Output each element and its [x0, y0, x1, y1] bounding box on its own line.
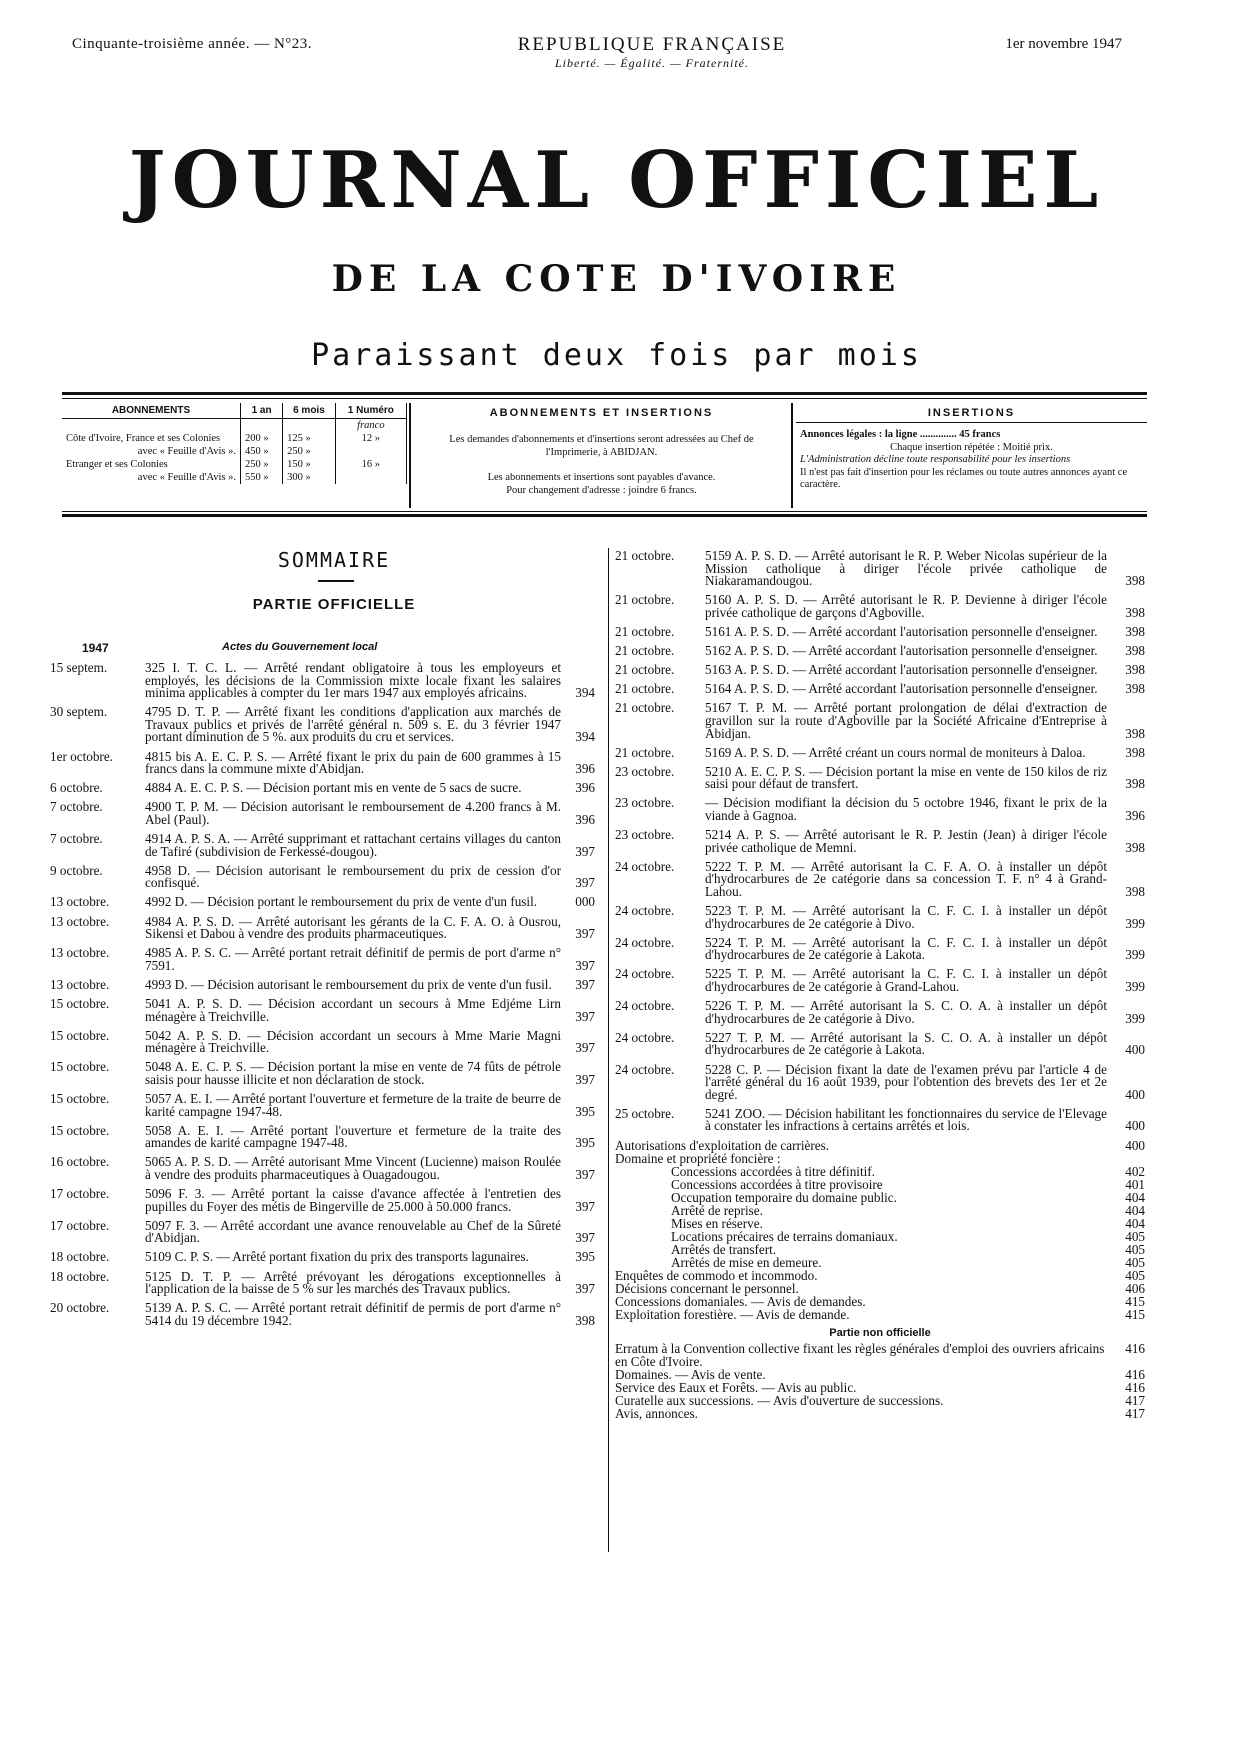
entry-page: 397: [575, 1008, 595, 1024]
rates-cell: 125 »: [283, 432, 336, 445]
entry-page: 398: [1125, 725, 1145, 741]
entry-page: 417: [1125, 1393, 1145, 1409]
entry-page: 400: [1125, 1118, 1145, 1134]
entry-date: 17 octobre.: [50, 1217, 110, 1233]
entry-date: 21 octobre.: [615, 681, 675, 697]
entry-text: 4984 A. P. S. D. — Arrêté autorisant les gérants de la C. F. A. O. à Ousrou, Sikensi et Dabou à vendre des produits pharmaceutiques.: [145, 913, 561, 942]
info-text-3: Pour changement d'adresse : joindre 6 francs.: [506, 485, 697, 496]
entry-page: 399: [1125, 947, 1145, 963]
entry-page: 399: [1125, 915, 1145, 931]
journal-subtitle: DE LA COTE D'IVOIRE: [331, 258, 902, 300]
entry-text: 5224 T. P. M. — Arrêté autorisant la C. F. C. I. à installer un dépôt d'hydrocarbures de 2e catégorie à Lakota.: [705, 934, 1107, 963]
entry-date: 25 octobre.: [615, 1105, 675, 1121]
entry-page: 398: [1125, 681, 1145, 697]
list-item: [50, 833, 595, 858]
entry-date: 23 octobre.: [615, 795, 675, 811]
list-item: [50, 748, 595, 777]
entry-date: 16 octobre.: [50, 1154, 110, 1170]
entry-date: 21 octobre.: [615, 643, 675, 659]
list-item: [50, 1302, 595, 1327]
entry-page: 405: [1125, 1229, 1145, 1245]
entry-page: 416: [1125, 1341, 1145, 1357]
list-item: [50, 1027, 595, 1056]
entry-page: 395: [575, 1103, 595, 1119]
actes-heading: Actes du Gouvernement local: [222, 641, 378, 653]
entry-page: 404: [1125, 1203, 1145, 1219]
insertions-line-1: Annonces légales : la ligne .............. 45 francs: [800, 429, 1001, 440]
rule-bottom-thick: [62, 514, 1147, 517]
entry-page: 397: [575, 1167, 595, 1182]
entry-text: Curatelle aux successions. — Avis d'ouverture de successions.: [615, 1393, 944, 1409]
entry-page: 000: [575, 894, 595, 910]
list-item: [615, 1105, 1145, 1134]
entry-page: 398: [1125, 776, 1145, 792]
entry-date: 18 octobre.: [50, 1268, 110, 1284]
entry-page: 394: [575, 729, 595, 745]
list-item: [615, 683, 1145, 696]
entry-page: 401: [1125, 1177, 1145, 1193]
rates-cell: 250 »: [241, 458, 283, 471]
list-item: [615, 829, 1145, 854]
entry-date: 20 octobre.: [50, 1300, 110, 1316]
entry-text: Arrêtés de mise en demeure.: [671, 1255, 822, 1271]
list-item: [50, 1251, 595, 1264]
table-row: [62, 471, 407, 484]
entry-date: 24 octobre.: [615, 998, 675, 1014]
list-item: [615, 1407, 1145, 1420]
frequency-line: Paraissant deux fois par mois: [311, 338, 922, 373]
entry-page: 397: [575, 875, 595, 891]
entry-page: 417: [1125, 1406, 1145, 1422]
entry-text: 5042 A. P. S. D. — Décision accordant un secours à Mme Marie Magni ménagère à Treichville.: [145, 1027, 561, 1056]
entry-date: 7 octobre.: [50, 831, 103, 847]
entry-text: 5226 T. P. M. — Arrêté autorisant la S. C. O. A. à installer un dépôt d'hydrocarbures de 2e catégorie à Divo.: [705, 998, 1107, 1026]
entry-page: 405: [1125, 1242, 1145, 1258]
right-entries: [615, 550, 1145, 1133]
box-divider: [409, 403, 411, 508]
list-item: [50, 1268, 595, 1297]
list-item: [50, 1188, 595, 1213]
entry-text: 5163 A. P. S. D. — Arrêté accordant l'autorisation personnelle d'enseigner.: [705, 662, 1098, 678]
entry-date: 24 octobre.: [615, 966, 675, 982]
entry-text: 5048 A. E. C. P. S. — Décision portant la mise en vente de 74 fûts de pétrole saisis pour hausse illicite et non déclaration de stock.: [145, 1059, 561, 1087]
entry-page: 394: [575, 685, 595, 701]
entry-date: 13 octobre.: [50, 913, 110, 929]
entry-text: Avis, annonces.: [615, 1406, 698, 1422]
list-item: [615, 797, 1145, 822]
entry-page: 399: [1125, 979, 1145, 995]
entry-text: Concessions accordées à titre définitif.: [671, 1164, 875, 1180]
list-item: [50, 862, 595, 891]
entry-date: 24 octobre.: [615, 1029, 675, 1045]
entry-text: 4900 T. P. M. — Décision autorisant le remboursement de 4.200 francs à M. Abel (Paul).: [145, 799, 561, 827]
entry-page: 397: [575, 976, 595, 992]
rule-bottom-thin: [62, 511, 1147, 512]
list-item: [615, 1061, 1145, 1102]
rule-top-thick: [62, 392, 1147, 395]
entry-text: 5139 A. P. S. C. — Arrêté portant retrait définitif de permis de port d'arme n° 5414 du 19 décembre 1942.: [145, 1300, 561, 1328]
rates-row-label: Etranger et ses Colonies: [62, 458, 241, 471]
list-item: [50, 801, 595, 826]
entry-page: 398: [1125, 604, 1145, 620]
non-officielle-title: Partie non officielle: [829, 1327, 931, 1340]
top-line: [72, 34, 1122, 74]
entry-date: 7 octobre.: [50, 799, 103, 815]
list-item: [615, 623, 1145, 639]
entry-page: 416: [1125, 1380, 1145, 1396]
partie-officielle-title: PARTIE OFFICIELLE: [252, 596, 416, 613]
actes-year: 1947: [82, 641, 109, 655]
rates-cell: 450 »: [241, 445, 283, 458]
entry-date: 30 septem.: [50, 704, 108, 720]
entry-page: 415: [1125, 1307, 1145, 1323]
entry-date: 18 octobre.: [50, 1249, 110, 1265]
entry-page: 398: [1125, 573, 1145, 589]
insertions-info: [796, 403, 1147, 508]
left-column: [50, 662, 595, 1334]
info-text-1: Les demandes d'abonnements et d'insertions seront adressées au Chef de l'Imprimerie, à ABIDJAN.: [449, 434, 754, 458]
entry-text: 5065 A. P. S. D. — Arrêté autorisant Mme Vincent (Lucienne) maison Roulée à vendre des produits pharmaceutiques à Ouagadougou.: [145, 1154, 561, 1182]
rates-head-1an: 1 an: [241, 403, 283, 419]
entry-page: 398: [1125, 883, 1145, 899]
rates-head-abonnements: ABONNEMENTS: [62, 403, 241, 419]
entry-page: 396: [1125, 808, 1145, 823]
subscription-rates: [62, 403, 407, 508]
entry-date: 23 octobre.: [615, 763, 675, 779]
sommaire-title: SOMMAIRE: [277, 548, 391, 572]
entry-text: Enquêtes de commodo et incommodo.: [615, 1268, 818, 1284]
entry-date: 21 octobre.: [615, 592, 675, 608]
rates-head-6mois: 6 mois: [283, 403, 336, 419]
rates-cell: 12 »: [335, 432, 406, 445]
table-row: [62, 445, 407, 458]
entry-text: Concessions domaniales. — Avis de demandes.: [615, 1294, 866, 1310]
entry-date: 1er octobre.: [50, 748, 113, 764]
entry-page: 400: [1125, 1042, 1145, 1058]
list-item: [615, 763, 1145, 792]
list-item: [615, 744, 1145, 760]
entry-text: — Décision modifiant la décision du 5 octobre 1946, fixant le prix de la viande à Gagnoa.: [705, 795, 1107, 823]
entry-page: 400: [1125, 1086, 1145, 1102]
entry-date: 17 octobre.: [50, 1186, 110, 1202]
list-item: [615, 1000, 1145, 1025]
entry-text: 5169 A. P. S. D. — Arrêté créant un cours normal de moniteurs à Daloa.: [705, 744, 1086, 760]
right-column: [615, 550, 1145, 1420]
entry-page: 398: [1125, 623, 1145, 639]
rates-row-label: avec « Feuille d'Avis ».: [62, 445, 241, 458]
sommaire-ornament: [318, 580, 354, 582]
entry-page: 398: [1125, 662, 1145, 678]
entry-text: 5228 C. P. — Décision fixant la date de l'examen prévu par l'article 4 de l'arrêté général du 16 août 1939, pour l'obtention des brevets des 1er et 2e degré.: [705, 1061, 1107, 1102]
rates-cell: 300 »: [283, 471, 336, 484]
list-item: [50, 1122, 595, 1151]
list-item: [50, 1156, 595, 1181]
non-officielle-entries: [615, 1342, 1145, 1420]
entry-page: 397: [575, 843, 595, 859]
entry-text: 4914 A. P. S. A. — Arrêté supprimant et rattachant certains villages du canton de Tafiré (subdivision de Ferkessé-dougou).: [145, 831, 561, 859]
entry-text: Domaines. — Avis de vente.: [615, 1367, 766, 1383]
entry-text: Mises en réserve.: [671, 1216, 763, 1232]
entry-text: 5096 F. 3. — Arrêté portant la caisse d'avance affectée à l'entretien des pupilles du Foyer des métis de Bingerville de 25.000 à 50.000 francs.: [145, 1186, 561, 1214]
list-item: [615, 594, 1145, 619]
entry-date: 15 septem.: [50, 660, 108, 675]
entry-text: Concessions accordées à titre provisoire: [671, 1177, 883, 1193]
entry-text: Occupation temporaire du domaine public.: [671, 1190, 897, 1206]
list-item: [615, 702, 1145, 740]
entry-page: 416: [1125, 1367, 1145, 1383]
entry-text: Autorisations d'exploitation de carrières.: [615, 1138, 830, 1154]
entry-text: 5041 A. P. S. D. — Décision accordant un secours à Mme Edjéme Lirn ménagère à Treichville.: [145, 995, 561, 1024]
insertions-line-2: Chaque insertion répétée : Moitié prix.: [890, 441, 1053, 453]
entry-page: 398: [1125, 839, 1145, 855]
entry-text: 4992 D. — Décision portant le remboursement du prix de vente d'un fusil.: [145, 894, 538, 910]
entry-page: 398: [1125, 744, 1145, 760]
list-item: [50, 1093, 595, 1118]
entry-date: 21 octobre.: [615, 548, 675, 563]
entry-page: 404: [1125, 1216, 1145, 1232]
rates-cell: 250 »: [283, 445, 336, 458]
entry-page: 396: [575, 811, 595, 827]
entry-page: 397: [575, 926, 595, 942]
entry-text: Décisions concernant le personnel.: [615, 1281, 799, 1297]
rates-cell: 150 »: [283, 458, 336, 471]
list-item: [50, 662, 595, 700]
issue-date: 1er novembre 1947: [1005, 36, 1122, 52]
entry-page: 397: [575, 957, 595, 973]
entry-text: 5214 A. P. S. — Arrêté autorisant le R. P. Jestin (Jean) à diriger l'école privée catholique de Memni.: [705, 827, 1107, 855]
entry-page: 397: [575, 1198, 595, 1214]
entry-text: 5057 A. E. I. — Arrêté portant l'ouverture et fermeture de la traite de beurre de karité campagne 1947-48.: [145, 1091, 561, 1119]
entry-text: 5097 F. 3. — Arrêté accordant une avance renouvelable au Chef de la Sûreté d'Abidjan.: [145, 1217, 561, 1246]
entry-page: 400: [1125, 1138, 1145, 1154]
entry-date: 24 octobre.: [615, 934, 675, 950]
list-item: [50, 976, 595, 992]
list-item: [50, 1061, 595, 1086]
entry-text: 5225 T. P. M. — Arrêté autorisant la C. F. C. I. à installer un dépôt d'hydrocarbures de 2e catégorie à Grand-Lahou.: [705, 966, 1107, 995]
entry-text: Exploitation forestière. — Avis de demande.: [615, 1307, 850, 1323]
rates-cell: [335, 445, 406, 458]
entry-page: 397: [575, 1230, 595, 1246]
entry-text: 5160 A. P. S. D. — Arrêté autorisant le R. P. Devienne à diriger l'école privée catholique de garçons d'Agboville.: [705, 592, 1107, 620]
entry-date: 23 octobre.: [615, 827, 675, 843]
entry-date: 15 octobre.: [50, 1122, 110, 1138]
entry-text: 5210 A. E. C. P. S. — Décision portant la mise en vente de 150 kilos de riz saisi pour défaut de transfert.: [705, 763, 1107, 792]
republic-block: [462, 34, 842, 71]
entry-date: 15 octobre.: [50, 1059, 110, 1075]
entry-page: 395: [575, 1249, 595, 1265]
misc-entries: [615, 1139, 1145, 1321]
rates-cell: 550 »: [241, 471, 283, 484]
entry-text: 4985 A. P. S. C. — Arrêté portant retrait définitif de permis de port d'arme n° 7591.: [145, 945, 561, 973]
entry-text: 5109 C. P. S. — Arrêté portant fixation du prix des transports lagunaires.: [145, 1249, 529, 1265]
entry-date: 21 octobre.: [615, 744, 675, 760]
entry-date: 24 octobre.: [615, 1061, 675, 1077]
entry-date: 6 octobre.: [50, 780, 103, 796]
list-item: [615, 858, 1145, 899]
entry-date: 15 octobre.: [50, 1091, 110, 1107]
entry-page: 404: [1125, 1190, 1145, 1206]
entry-text: Erratum à la Convention collective fixant les règles générales d'emploi des ouvriers africains en Côte d'Ivoire.: [615, 1341, 1105, 1370]
entry-date: 9 octobre.: [50, 862, 103, 878]
entry-text: 325 I. T. C. L. — Arrêté rendant obligatoire à tous les employeurs et employés, les décisions de la Commission mixte locale fixant les salaires minima applicables à compter du 1er mars 1947 aux employés africains.: [145, 660, 561, 701]
entry-page: 405: [1125, 1255, 1145, 1271]
list-item: [50, 995, 595, 1024]
entry-text: 5162 A. P. S. D. — Arrêté accordant l'autorisation personnelle d'enseigner.: [705, 643, 1098, 659]
motto: Liberté. — Égalité. — Fraternité.: [555, 56, 749, 70]
entry-text: 5164 A. P. S. D. — Arrêté accordant l'autorisation personnelle d'enseigner.: [705, 681, 1098, 697]
entry-text: 4958 D. — Décision autorisant le remboursement du prix de cession d'or confisqué.: [145, 862, 561, 891]
issue-number: Cinquante-troisième année. — N°23.: [72, 36, 313, 52]
info-heading: ABONNEMENTS ET INSERTIONS: [489, 407, 714, 419]
entry-page: 396: [575, 780, 595, 796]
entry-page: 398: [575, 1312, 595, 1328]
entry-text: 5159 A. P. S. D. — Arrêté autorisant le R. P. Weber Nicolas supérieur de la Mission catholique à diriger l'école privée catholique de Niakaramandougou.: [705, 548, 1107, 589]
rule-top-thin: [62, 398, 1147, 399]
entry-text: 5125 D. T. P. — Arrêté prévoyant les dérogations exceptionnelles à l'application de la baisse de 5 % sur les marchés des Travaux publics.: [145, 1268, 561, 1297]
list-item: [50, 913, 595, 942]
list-item: [50, 782, 595, 795]
entry-text: 4884 A. E. C. P. S. — Décision portant mis en vente de 5 sacs de sucre.: [145, 780, 522, 796]
list-item: [615, 645, 1145, 658]
entry-page: 399: [1125, 1010, 1145, 1026]
entry-text: 4815 bis A. E. C. P. S. — Arrêté fixant le prix du pain de 600 grammes à 15 francs dans la commune mixte d'Abidjan.: [145, 748, 561, 777]
list-item: [50, 947, 595, 972]
entry-text: 5222 T. P. M. — Arrêté autorisant la C. F. A. O. à installer un dépôt d'hydrocarbures de 2e catégorie dans sa concession T. F. n° 4 à Grand-Lahou.: [705, 858, 1107, 899]
entry-date: 24 octobre.: [615, 903, 675, 919]
entry-text: 5223 T. P. M. — Arrêté autorisant la C. F. C. I. à installer un dépôt d'hydrocarbures de 2e catégorie à Divo.: [705, 903, 1107, 931]
entry-date: 15 octobre.: [50, 995, 110, 1011]
entry-text: 4993 D. — Décision autorisant le remboursement du prix de vente d'un fusil.: [145, 976, 552, 992]
entry-page: 397: [575, 1071, 595, 1087]
entry-date: 21 octobre.: [615, 700, 675, 716]
journal-title: JOURNAL OFFICIEL: [128, 135, 1105, 226]
table-row: [62, 458, 407, 471]
entry-page: 398: [1125, 643, 1145, 659]
entry-date: 24 octobre.: [615, 858, 675, 874]
rates-cell: 16 »: [335, 458, 406, 471]
column-divider: [608, 548, 609, 1552]
entry-page: 397: [575, 1040, 595, 1056]
entry-page: 395: [575, 1135, 595, 1151]
entry-page: 402: [1125, 1164, 1145, 1180]
entry-text: 5058 A. E. I. — Arrêté portant l'ouverture et fermeture de la traite des amandes de karité campagne 1947-48.: [145, 1122, 561, 1151]
list-item: [615, 1342, 1145, 1368]
list-item: [50, 896, 595, 909]
rates-row-label: avec « Feuille d'Avis ».: [62, 471, 241, 484]
entry-text: Service des Eaux et Forêts. — Avis au public.: [615, 1380, 857, 1396]
insertions-line-3: L'Administration décline toute responsabilité pour les insertions: [800, 454, 1071, 465]
entry-date: 13 octobre.: [50, 945, 110, 961]
entry-text: 5161 A. P. S. D. — Arrêté accordant l'autorisation personnelle d'enseigner.: [705, 623, 1098, 639]
rates-franco: franco: [335, 419, 406, 433]
entry-text: Arrêtés de transfert.: [671, 1242, 777, 1258]
list-item: [50, 1217, 595, 1246]
list-item: [615, 968, 1145, 993]
box-divider: [791, 403, 793, 508]
rates-cell: 200 »: [241, 432, 283, 445]
entry-text: 5167 T. P. M. — Arrêté portant prolongation de délai d'extraction de gravillon sur la route d'Agboville par la Société Africaine d'Entreprise à Abidjan.: [705, 700, 1107, 741]
rates-cell: [335, 471, 406, 484]
entry-text: 4795 D. T. P. — Arrêté fixant les conditions d'application aux marchés de Travaux publics et privés de l'arrêté général n. 509 s. E. du 3 février 1947 portant diminution de 5 %. aux produits du cru et services.: [145, 704, 561, 745]
entry-date: 13 octobre.: [50, 976, 110, 992]
list-item: [615, 1029, 1145, 1058]
list-item: [615, 1308, 1145, 1321]
list-item: [50, 706, 595, 744]
entry-page: 405: [1125, 1268, 1145, 1284]
entry-date: 21 octobre.: [615, 623, 675, 639]
list-item: [615, 550, 1145, 588]
subscription-box: [62, 403, 1147, 508]
rates-head-numero: 1 Numéro: [335, 403, 406, 419]
entry-text: Domaine et propriété foncière :: [615, 1151, 781, 1167]
republic-name: REPUBLIQUE FRANÇAISE: [517, 34, 787, 55]
list-item: [615, 664, 1145, 677]
entry-page: 406: [1125, 1281, 1145, 1297]
entry-date: 21 octobre.: [615, 662, 675, 678]
entry-date: 13 octobre.: [50, 894, 110, 910]
entry-page: 397: [575, 1281, 595, 1297]
insertions-heading: INSERTIONS: [796, 407, 1147, 423]
entry-date: 15 octobre.: [50, 1027, 110, 1043]
list-item: [615, 934, 1145, 963]
entry-page: 415: [1125, 1294, 1145, 1310]
entry-text: 5227 T. P. M. — Arrêté autorisant la S. C. O. A. à installer un dépôt d'hydrocarbures de 2e catégorie à Lakota.: [705, 1029, 1107, 1058]
entry-text: Arrêté de reprise.: [671, 1203, 763, 1219]
info-text-2: Les abonnements et insertions sont payables d'avance.: [487, 472, 716, 483]
subscription-info: [414, 403, 789, 508]
entry-text: 5241 ZOO. — Décision habilitant les fonctionnaires du service de l'Elevage à constater les infractions à certains arrêtés et lois.: [705, 1105, 1107, 1134]
rates-row-label: Côte d'Ivoire, France et ses Colonies: [62, 432, 241, 445]
rates-table: [62, 403, 407, 484]
entry-text: Locations précaires de terrains domaniaux.: [671, 1229, 898, 1245]
table-row: [62, 432, 407, 445]
entry-page: 396: [575, 761, 595, 777]
list-item: [615, 905, 1145, 930]
insertions-line-4: Il n'est pas fait d'insertion pour les réclames ou toute autres annonces ayant ce caractère.: [800, 466, 1128, 490]
